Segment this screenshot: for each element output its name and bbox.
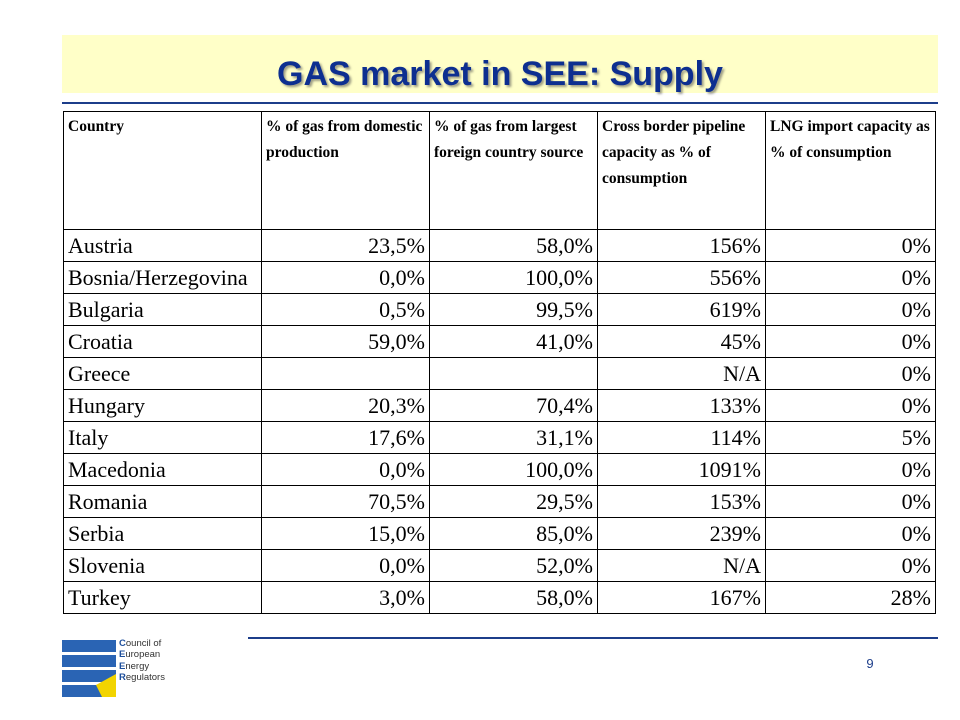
column-header: Cross border pipeline capacity as % of consumption: [598, 112, 766, 230]
column-header: % of gas from domestic production: [262, 112, 430, 230]
country-cell: Bulgaria: [64, 294, 262, 326]
value-cell: 153%: [598, 486, 766, 518]
value-cell: 0%: [766, 486, 936, 518]
value-cell: 0%: [766, 518, 936, 550]
value-cell: 0,5%: [262, 294, 430, 326]
logo-initial: R: [119, 672, 126, 684]
value-cell: 167%: [598, 582, 766, 614]
table-row: [64, 294, 936, 326]
value-cell: 99,5%: [430, 294, 598, 326]
logo-line: [119, 638, 165, 649]
value-cell: 0%: [766, 294, 936, 326]
logo-line: [119, 672, 165, 683]
country-cell: Greece: [64, 358, 262, 390]
country-cell: Macedonia: [64, 454, 262, 486]
value-cell: 133%: [598, 390, 766, 422]
value-cell: 45%: [598, 326, 766, 358]
table-row: [64, 230, 936, 262]
ceer-logo: [62, 638, 182, 700]
table-row: [64, 454, 936, 486]
value-cell: 0%: [766, 550, 936, 582]
page-title: GAS market in SEE: Supply: [277, 55, 723, 93]
country-cell: Bosnia/Herzegovina: [64, 262, 262, 294]
value-cell: 0%: [766, 262, 936, 294]
logo-word-rest: ouncil of: [125, 638, 162, 649]
value-cell: 31,1%: [430, 422, 598, 454]
value-cell: 70,5%: [262, 486, 430, 518]
value-cell: 100,0%: [430, 262, 598, 294]
value-cell: 70,4%: [430, 390, 598, 422]
page-number: 9: [866, 656, 874, 671]
value-cell: 114%: [598, 422, 766, 454]
country-cell: Romania: [64, 486, 262, 518]
value-cell: 0%: [766, 454, 936, 486]
value-cell: 23,5%: [262, 230, 430, 262]
value-cell: 100,0%: [430, 454, 598, 486]
title-divider: [62, 102, 938, 104]
value-cell: 0%: [766, 326, 936, 358]
country-cell: Hungary: [64, 390, 262, 422]
table-row: [64, 550, 936, 582]
column-header: LNG import capacity as % of consumption: [766, 112, 936, 230]
value-cell: 0%: [766, 390, 936, 422]
table-row: [64, 326, 936, 358]
value-cell: 0,0%: [262, 262, 430, 294]
table-row: [64, 518, 936, 550]
table-row: [64, 390, 936, 422]
value-cell: 59,0%: [262, 326, 430, 358]
value-cell: 29,5%: [430, 486, 598, 518]
value-cell: 0,0%: [262, 550, 430, 582]
value-cell: 41,0%: [430, 326, 598, 358]
table-header-row: [64, 112, 936, 230]
value-cell: 0%: [766, 358, 936, 390]
value-cell: 556%: [598, 262, 766, 294]
table-body: [64, 230, 936, 614]
value-cell: 239%: [598, 518, 766, 550]
value-cell: N/A: [598, 550, 766, 582]
logo-line: [119, 649, 165, 660]
country-cell: Croatia: [64, 326, 262, 358]
value-cell: 58,0%: [430, 582, 598, 614]
title-band: [62, 35, 938, 93]
value-cell: 0%: [766, 230, 936, 262]
table-row: [64, 358, 936, 390]
table-row: [64, 582, 936, 614]
value-cell: 15,0%: [262, 518, 430, 550]
value-cell: 156%: [598, 230, 766, 262]
table-row: [64, 486, 936, 518]
value-cell: 20,3%: [262, 390, 430, 422]
logo-line: [119, 661, 165, 672]
value-cell: 5%: [766, 422, 936, 454]
value-cell: N/A: [598, 358, 766, 390]
table-row: [64, 262, 936, 294]
footer-divider: [248, 637, 938, 639]
logo-word-rest: nergy: [125, 660, 150, 672]
value-cell: 0,0%: [262, 454, 430, 486]
country-cell: Serbia: [64, 518, 262, 550]
logo-initial: C: [119, 638, 126, 649]
country-cell: Turkey: [64, 582, 262, 614]
value-cell: 52,0%: [430, 550, 598, 582]
logo-initial: E: [119, 649, 126, 661]
value-cell: 3,0%: [262, 582, 430, 614]
logo-initial: E: [119, 660, 126, 672]
logo-word-rest: uropean: [125, 649, 161, 661]
column-header: Country: [64, 112, 262, 230]
country-cell: Slovenia: [64, 550, 262, 582]
value-cell: [262, 358, 430, 390]
value-cell: 85,0%: [430, 518, 598, 550]
ceer-logo-icon: [62, 640, 116, 698]
logo-text: [119, 638, 165, 684]
country-cell: Austria: [64, 230, 262, 262]
value-cell: [430, 358, 598, 390]
value-cell: 58,0%: [430, 230, 598, 262]
value-cell: 1091%: [598, 454, 766, 486]
value-cell: 17,6%: [262, 422, 430, 454]
supply-table: [63, 111, 936, 614]
table-row: [64, 422, 936, 454]
value-cell: 28%: [766, 582, 936, 614]
value-cell: 619%: [598, 294, 766, 326]
column-header: % of gas from largest foreign country source: [430, 112, 598, 230]
logo-word-rest: egulators: [125, 672, 165, 684]
country-cell: Italy: [64, 422, 262, 454]
